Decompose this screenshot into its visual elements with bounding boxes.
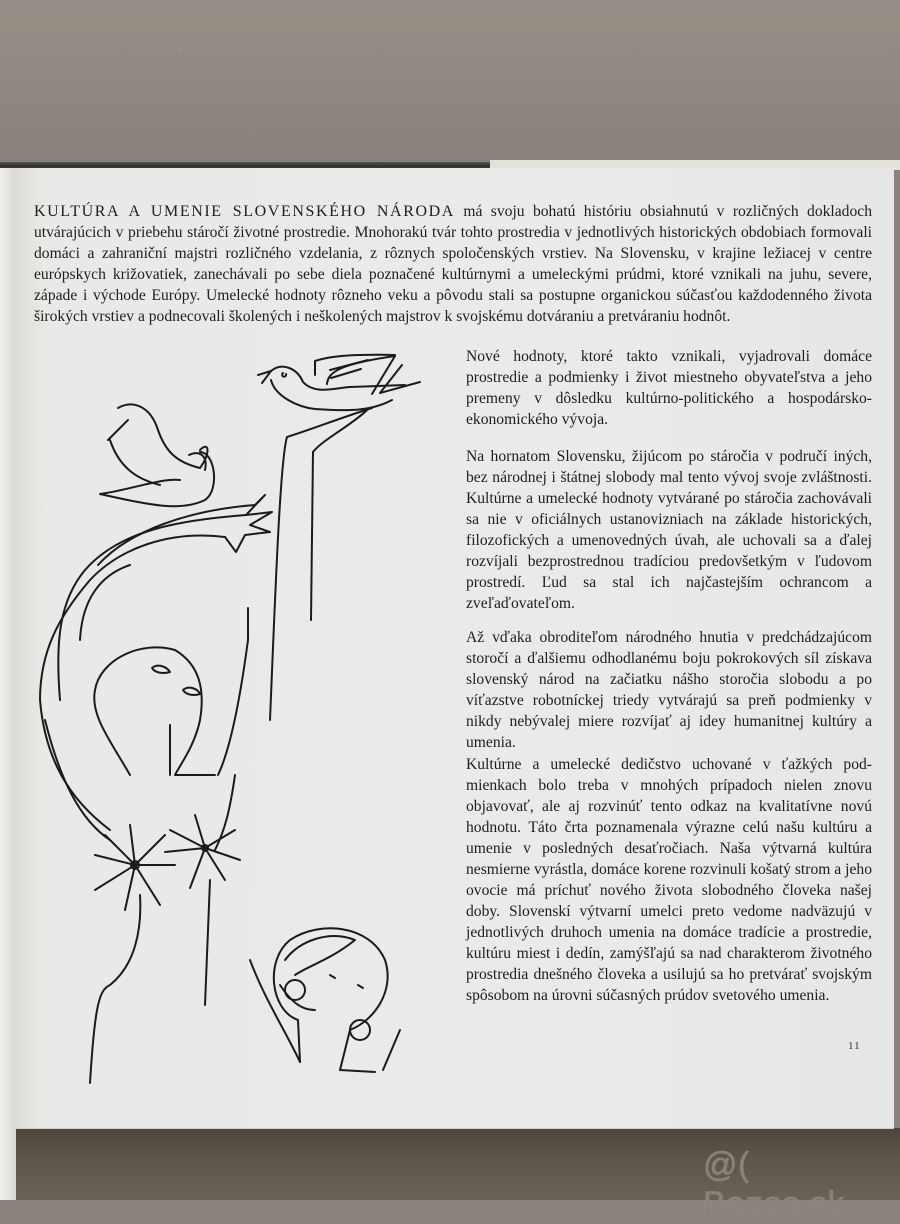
arm-branch [40,495,272,830]
bird-left-icon [100,404,214,506]
page-number: 11 [848,1040,861,1052]
chapter-heading: KULTÚRA A UMENIE SLOVENSKÉHO NÁRODA [34,203,455,220]
paragraph-4: Kultúrne a umelecké dedičstvo uchované v ťažkých podmienkach bolo treba v mnohých prípadoch nielen znovu objavovať, ale aj rozvinúť tento odkaz na kvalitatívne novú hodnotu. Táto črta poznamenala výrazne celú našu kultúru a umenie v posledných desaťročiach. Naša výtvarná kultúra nesmierne vyrástla, domáce korene rozvinuli košatý strom a jeho ovocie má príchuť nového života slobodného človeka našej doby. Slovenskí výtvarní umelci preto vedome nadväzujú v jednotlivých druhoch umenia na domáce tradície a prostredie, kultúru miest i dedín, zamýšľajú sa nad charakterom životného prostredia dnešného človeka a usilujú sa ho pretvárať svojským spôsobom na úrovni súčasných prúdov svetového umenia. [466,756,872,1004]
arm-trunk [270,408,372,720]
paragraph-2: Na hornatom Slovensku, žijúcom po stáročia v područí iných, bez národnej i štátnej slobody mal tento vývoj svoje zvláštnosti. Kultúrne a umelecké hodnoty vytvárané po stáročia zachovávali sa nie v oficiálnych ustanovizniach na základe historických, filozofických a umenovedných úvah, ale uchovali sa a ďalej rozvíjali bezprostrednou tradíciou predovšetkým v ľudovom prostredí. Ľud sa stal ich najčastejším ochrancom a zveľaďovateľom. [466,448,872,612]
watermark: @( Bazos.sk [703,1146,845,1223]
bird-right-icon [258,355,420,410]
intro-text: má svoju bohatú históriu obsiahnutú v rozličných dokladoch utvárajúcich v priebehu stáročí životné prostredie. Mnohorakú tvár tohto prostredia v jednotlivých historických obdobiach formovali domáci a zahraniční majstri rozličného vzdelania, z rôznych spoločenských vrstiev. Na Slovensku, v krajine ležiacej v centre európskych križovatiek, zanechávali po sebe diela poznačené kultúrnymi a umeleckými prúdmi, ktoré vznikali na juhu, severe, západe i východe Európy. Umelecké hodnoty rôzneho veku a pôvodu stali sa postupne organickou súčasťou každodenného života širokých vrstiev a podnecovali školených i neškolených majstrov k svojskému dotváraniu a pretváraniu hodnôt. [34,203,872,325]
star-left-icon [95,825,175,910]
paragraph-1: Nové hodnoty, ktoré takto vznikali, vyjadrovali domáce prostredie a podmienky i život miestneho obyvateľstva a jeho premeny v dôsledku kultúrno-politického a hospodársko-ekonomického vývoja. [466,348,872,428]
woman-face-icon [80,565,248,775]
star-right-icon [165,815,240,888]
paragraph-3: Až vďaka obroditeľom národného hnutia v predchádzajúcom storočí a ďalšiemu odhodlanému boju pokrokových síl získava slovenský národ na začiatku nášho storočia slobodu a po víťazstve robotníckej triedy vytvárajú sa preň podmienky v nikdy nebývalej miere rozvíjať aj idey humanitnej kultúry a umenia. [466,629,872,751]
line-drawing-illustration [0,330,460,1130]
intro-paragraph [34,201,872,327]
ornate-head-icon [250,928,400,1072]
background-surface-top [0,0,900,168]
